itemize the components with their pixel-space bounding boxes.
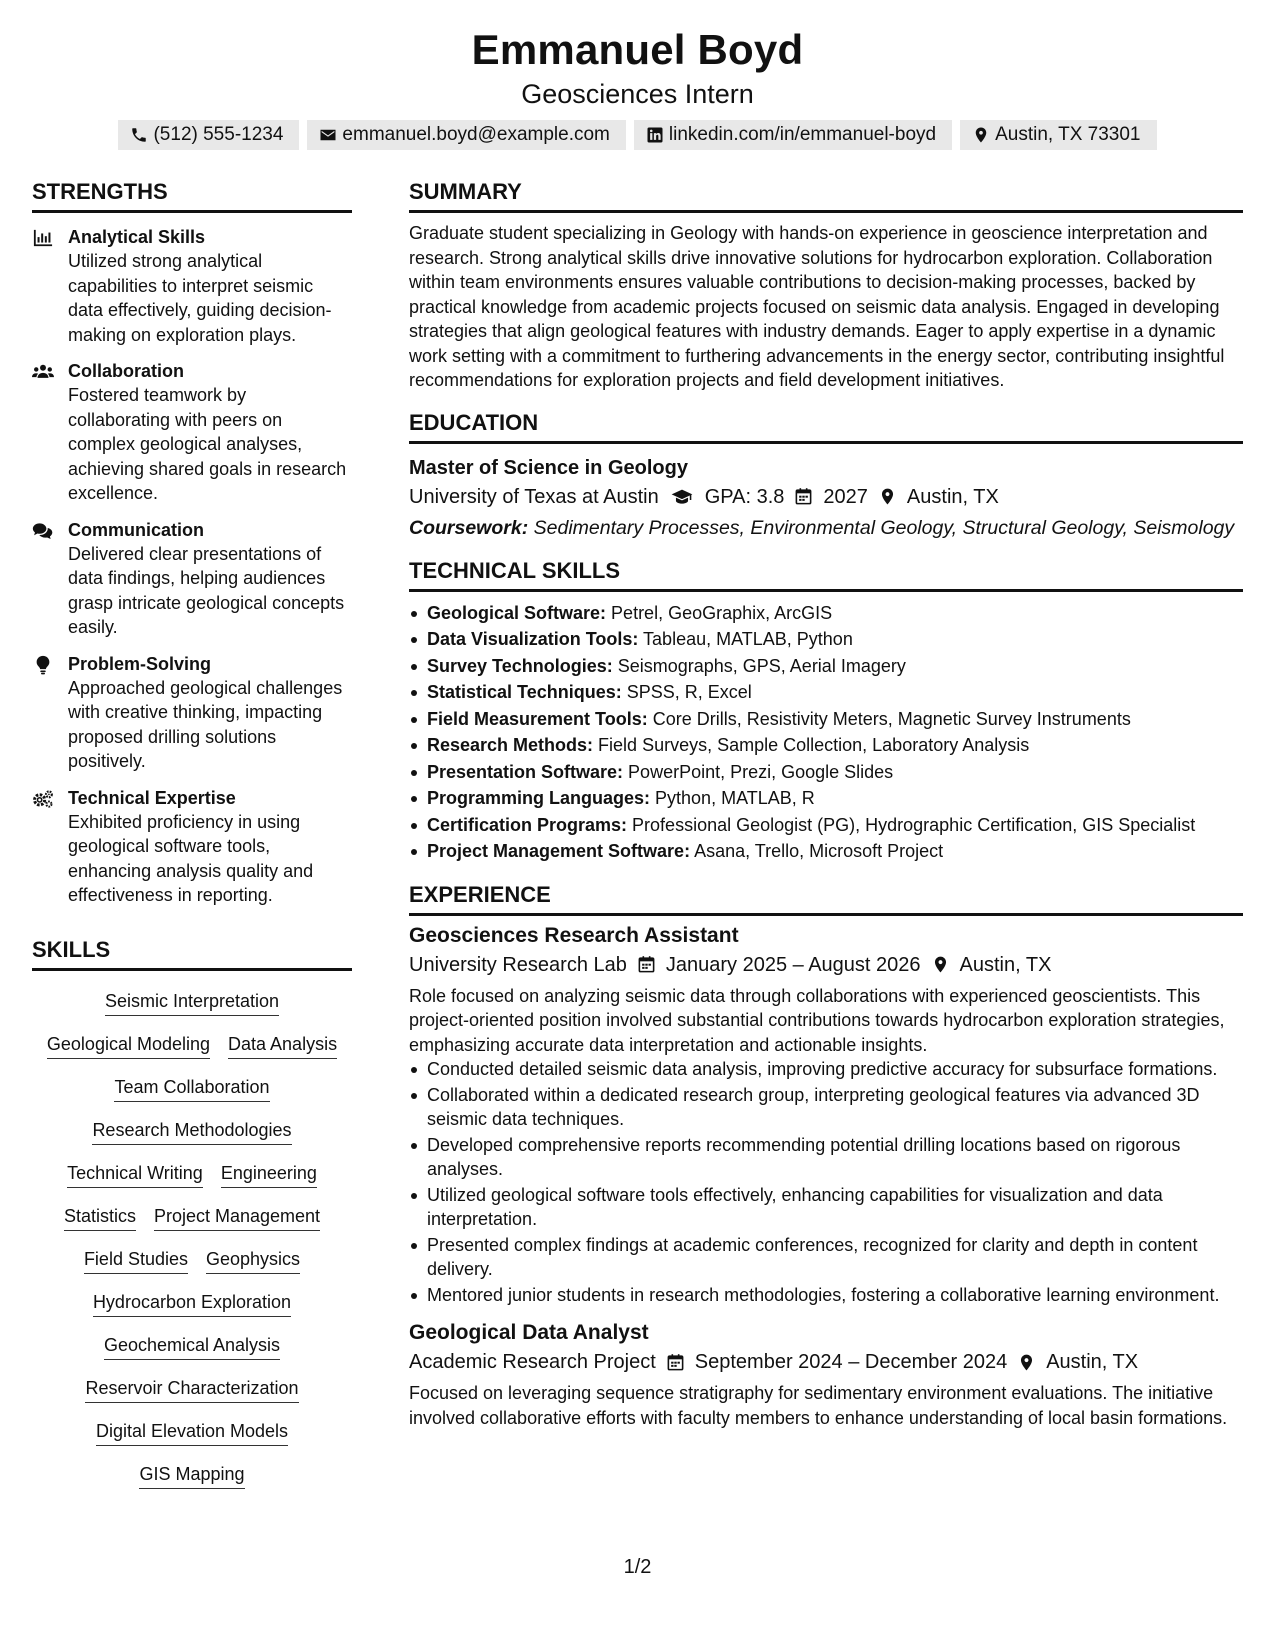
list-item: Project Management Software: Asana, Trello, Microsoft Project bbox=[409, 838, 1243, 865]
contact-location bbox=[960, 120, 1156, 150]
education-section bbox=[409, 409, 1243, 541]
education-meta bbox=[409, 482, 1243, 512]
coursework-label: Coursework: bbox=[409, 516, 529, 539]
skill-tag: Team Collaboration bbox=[114, 1075, 269, 1102]
job-dates: January 2025 – August 2026 bbox=[665, 953, 921, 976]
education-location: Austin, TX bbox=[906, 485, 999, 508]
list-item: Developed comprehensive reports recommending potential drilling locations based on rigorous analyses. bbox=[409, 1133, 1243, 1182]
coursework-list: Sedimentary Processes, Environmental Geology, Structural Geology, Seismology bbox=[528, 516, 1235, 539]
skill-tag: Engineering bbox=[221, 1161, 317, 1188]
graduation-year: 2027 bbox=[823, 485, 868, 508]
contact-phone[interactable] bbox=[118, 120, 299, 150]
job-entry bbox=[409, 1319, 1243, 1430]
education-heading: EDUCATION bbox=[409, 409, 1243, 444]
job-location: Austin, TX bbox=[1046, 1351, 1139, 1374]
summary-section bbox=[409, 178, 1243, 393]
strength-title: Collaboration bbox=[68, 361, 184, 381]
strength-title: Analytical Skills bbox=[68, 227, 206, 247]
skill-tag: Reservoir Characterization bbox=[85, 1376, 298, 1403]
comments-icon bbox=[32, 521, 54, 541]
job-entry bbox=[409, 922, 1243, 1308]
contact-linkedin[interactable] bbox=[634, 120, 952, 150]
list-item: Data Visualization Tools: Tableau, MATLAB, Python bbox=[409, 626, 1243, 653]
envelope-icon bbox=[319, 126, 337, 144]
strength-desc: Utilized strong analytical capabilities to interpret seismic data effectively, guiding decision-making on exploration plays. bbox=[68, 251, 332, 345]
skill-tag: GIS Mapping bbox=[139, 1462, 244, 1489]
left-column bbox=[32, 178, 352, 1489]
strength-title: Technical Expertise bbox=[68, 787, 236, 808]
skill-tag: Project Management bbox=[154, 1204, 320, 1231]
job-title: Geosciences Research Assistant bbox=[409, 923, 739, 947]
lightbulb-icon bbox=[32, 655, 54, 675]
strength-item bbox=[32, 359, 352, 506]
skills-section bbox=[32, 936, 352, 1489]
list-item: Mentored junior students in research methodologies, fostering a collaborative learning environment. bbox=[409, 1283, 1243, 1307]
technical-skills-heading: TECHNICAL SKILLS bbox=[409, 557, 1243, 592]
list-item: Conducted detailed seismic data analysis, improving predictive accuracy for subsurface formations. bbox=[409, 1057, 1243, 1081]
linkedin-text: linkedin.com/in/emmanuel-boyd bbox=[668, 124, 937, 145]
calendar-icon bbox=[637, 955, 656, 974]
job-meta bbox=[409, 950, 1243, 980]
contact-bar bbox=[0, 120, 1275, 150]
job-org: Academic Research Project bbox=[409, 1351, 656, 1374]
skill-tag: Geochemical Analysis bbox=[104, 1333, 280, 1360]
users-icon bbox=[32, 362, 54, 382]
strength-item bbox=[32, 786, 352, 908]
skill-tag: Field Studies bbox=[84, 1247, 188, 1274]
resume-header bbox=[0, 0, 1275, 150]
technical-skills-list bbox=[409, 600, 1243, 865]
graduation-cap-icon bbox=[669, 487, 695, 506]
skill-tag: Hydrocarbon Exploration bbox=[93, 1290, 291, 1317]
coursework bbox=[409, 516, 1243, 541]
candidate-name: Emmanuel Boyd bbox=[471, 26, 804, 73]
technical-skills-section bbox=[409, 557, 1243, 865]
skill-tag: Statistics bbox=[64, 1204, 136, 1231]
strength-item bbox=[32, 518, 352, 640]
email-text: emmanuel.boyd@example.com bbox=[342, 124, 610, 145]
page-number: 1/2 bbox=[623, 1556, 652, 1578]
calendar-icon bbox=[666, 1353, 685, 1372]
map-pin-icon bbox=[972, 126, 990, 144]
skill-tag: Research Methodologies bbox=[92, 1118, 291, 1145]
skill-tag: Technical Writing bbox=[67, 1161, 203, 1188]
job-dates: September 2024 – December 2024 bbox=[694, 1351, 1008, 1374]
strength-desc: Approached geological challenges with creative thinking, impacting proposed drilling solutions positively. bbox=[68, 677, 343, 771]
skill-tag: Data Analysis bbox=[228, 1032, 337, 1059]
skill-tag: Geological Modeling bbox=[47, 1032, 210, 1059]
list-item: Statistical Techniques: SPSS, R, Excel bbox=[409, 679, 1243, 706]
experience-section bbox=[409, 881, 1243, 1431]
list-item: Geological Software: Petrel, GeoGraphix, ArcGIS bbox=[409, 600, 1243, 627]
list-item: Utilized geological software tools effectively, enhancing capabilities for visualization and data interpretation. bbox=[409, 1183, 1243, 1232]
summary-heading: SUMMARY bbox=[409, 178, 1243, 213]
degree: Master of Science in Geology bbox=[409, 456, 688, 479]
strength-desc: Delivered clear presentations of data findings, helping audiences grasp intricate geological concepts easily. bbox=[68, 543, 345, 637]
location-text: Austin, TX 73301 bbox=[995, 124, 1141, 145]
strength-item bbox=[32, 225, 352, 347]
contact-email[interactable] bbox=[307, 120, 625, 150]
candidate-title: Geosciences Intern bbox=[521, 79, 754, 109]
strengths-heading: STRENGTHS bbox=[32, 178, 352, 213]
strength-desc: Fostered teamwork by collaborating with peers on complex geological analyses, achieving shared goals in research excellence. bbox=[68, 385, 347, 503]
skill-tag: Seismic Interpretation bbox=[105, 989, 279, 1016]
phone-text: (512) 555-1234 bbox=[153, 124, 284, 145]
strength-title: Problem-Solving bbox=[68, 653, 212, 674]
skills-heading: SKILLS bbox=[32, 936, 352, 971]
calendar-icon bbox=[794, 487, 813, 506]
job-bullets bbox=[409, 1057, 1243, 1307]
job-org: University Research Lab bbox=[409, 953, 627, 976]
phone-icon bbox=[130, 126, 148, 144]
list-item: Collaborated within a dedicated research group, interpreting geological features via advanced 3D seismic data techniques. bbox=[409, 1083, 1243, 1132]
list-item: Programming Languages: Python, MATLAB, R bbox=[409, 785, 1243, 812]
skills-list bbox=[32, 989, 352, 1489]
gears-icon bbox=[32, 789, 54, 809]
experience-heading: EXPERIENCE bbox=[409, 881, 1243, 916]
skill-tag: Digital Elevation Models bbox=[96, 1419, 288, 1446]
map-pin-icon bbox=[1017, 1353, 1036, 1372]
strength-title: Communication bbox=[68, 519, 205, 540]
job-meta bbox=[409, 1347, 1243, 1377]
list-item: Survey Technologies: Seismographs, GPS, Aerial Imagery bbox=[409, 653, 1243, 680]
strength-desc: Exhibited proficiency in using geological software tools, enhancing analysis quality and effectiveness in reporting. bbox=[68, 811, 314, 905]
job-title: Geological Data Analyst bbox=[409, 1321, 649, 1345]
map-pin-icon bbox=[931, 955, 950, 974]
summary-text: Graduate student specializing in Geology with hands-on experience in geoscience interpretation and research. Strong analytical skills drive innovative solutions for hydrocarbon exploration. Collaboration within team environments ensures valuable contributions to decision-making processes, backed by practical knowledge from academic projects focused on seismic data analysis. Engaged in developing strategies that align geological features with industry demands. Eager to apply expertise in a dynamic work setting with a commitment to furthering advancements in the energy sector, contributing insightful recommendations for exploration projects and field development initiatives. bbox=[409, 223, 1225, 390]
job-description: Role focused on analyzing seismic data through collaborations with experienced geoscientists. This project-oriented position involved substantial contributions towards hydrocarbon exploration strategies, emphasizing accurate data interpretation and actionable insights. bbox=[409, 985, 1225, 1055]
bar-chart-icon bbox=[32, 228, 54, 248]
job-location: Austin, TX bbox=[959, 953, 1052, 976]
strengths-list bbox=[32, 225, 352, 908]
school: University of Texas at Austin bbox=[409, 485, 659, 508]
map-pin-icon bbox=[878, 487, 897, 506]
right-column bbox=[409, 178, 1243, 1430]
gpa: GPA: 3.8 bbox=[704, 485, 785, 508]
strength-item bbox=[32, 652, 352, 774]
list-item: Field Measurement Tools: Core Drills, Resistivity Meters, Magnetic Survey Instruments bbox=[409, 706, 1243, 733]
linkedin-icon bbox=[646, 126, 664, 144]
list-item: Presented complex findings at academic conferences, recognized for clarity and depth in content delivery. bbox=[409, 1233, 1243, 1282]
list-item: Certification Programs: Professional Geologist (PG), Hydrographic Certification, GIS Specialist bbox=[409, 812, 1243, 839]
job-description: Focused on leveraging sequence stratigraphy for sedimentary environment evaluations. The initiative involved collaborative efforts with faculty members to enhance understanding of local basin formations. bbox=[409, 1383, 1228, 1428]
list-item: Research Methods: Field Surveys, Sample Collection, Laboratory Analysis bbox=[409, 732, 1243, 759]
list-item: Presentation Software: PowerPoint, Prezi, Google Slides bbox=[409, 759, 1243, 786]
skill-tag: Geophysics bbox=[206, 1247, 300, 1274]
